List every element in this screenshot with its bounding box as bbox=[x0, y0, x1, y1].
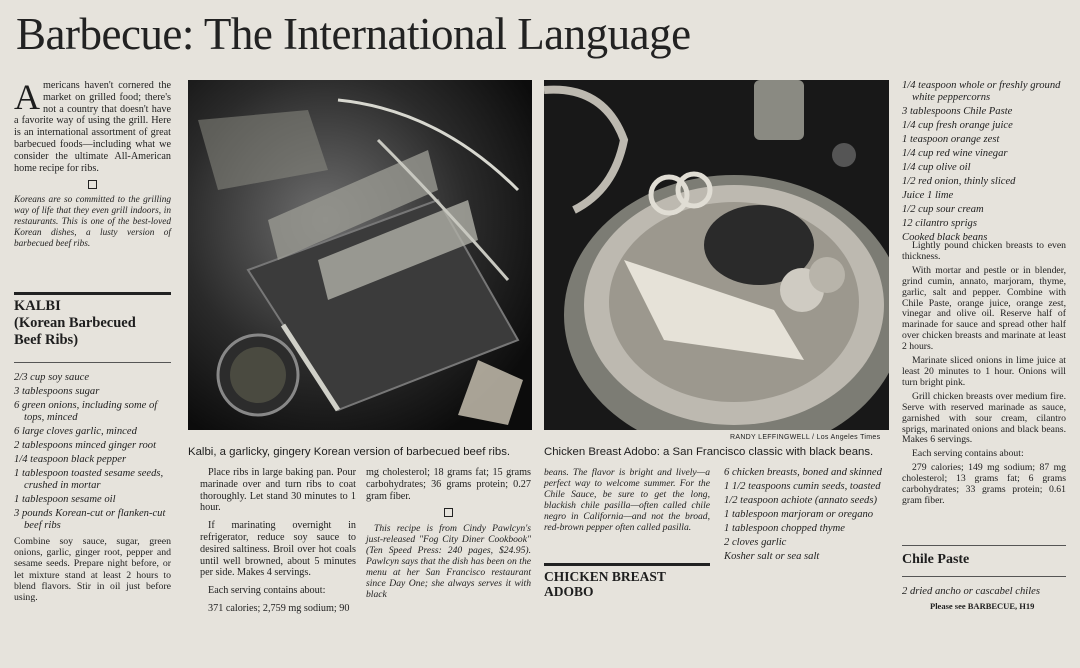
kalbi-step1: Combine soy sauce, sugar, green onions, garlic, ginger root, pepper and sesame seeds. Prepare night before, or let mixture stand at least 2 hours to blend flavors. Stir in oil just before using. bbox=[14, 536, 171, 604]
ingredient-item: 1/2 teaspoon achiote (annato seeds) bbox=[724, 495, 877, 506]
ingredient-item: 1 tablespoon marjoram or oregano bbox=[724, 509, 874, 520]
photo-credit: RANDY LEFFINGWELL / Los Angeles Times bbox=[730, 434, 881, 441]
ingredient-item: Kosher salt or sea salt bbox=[724, 551, 820, 562]
section-rule bbox=[14, 292, 171, 295]
title-rule bbox=[902, 576, 1066, 577]
ingredient-item: 3 tablespoons sugar bbox=[14, 386, 100, 397]
ingredient-item: 1/4 cup red wine vinegar bbox=[902, 148, 1008, 159]
title-rule bbox=[14, 362, 171, 363]
ingredient-item: 1/2 red onion, thinly sliced bbox=[902, 176, 1016, 187]
adobo-photo bbox=[544, 80, 889, 430]
drop-cap: A bbox=[14, 77, 40, 117]
intro-italic: Koreans are so committed to the grilling way of life that they even grill indoors, in restaurants. This is one of the best-loved Korean dishes, a lusty version of barbecued beef ribs. bbox=[14, 195, 171, 249]
adobo-directions: Lightly pound chicken breasts to even thickness. With mortar and pestle or in blender, grind cumin, annato, marjoram, thyme, garlic, salt and pepper. Combine with Chile Paste, orange juice, orange zest, vinegar and olive oil. Reserve half of marinade for sauce and spread other half over chicken breasts and marinate at least 2 hours. Marinate sliced onions in lime juice at least 20 minutes to 1 hour. Onions will turn bright pink. Grill chicken breasts over medium fire. Serve with reserved marinade as sauce, garnished with sour cream, cilantro sprigs, marinated onions and black beans. Makes 6 servings. Each serving contains about: 279 calories; 149 mg sodium; 87 mg cholesterol; 13 grams fat; 6 grams carbohydrates; 33 grams protein; 0.61 gram fiber. bbox=[902, 240, 1066, 506]
ingredient-item: 6 large cloves garlic, minced bbox=[14, 426, 137, 437]
ingredient-item: Juice 1 lime bbox=[902, 190, 954, 201]
ingredient-item: 1/4 cup olive oil bbox=[902, 162, 971, 173]
ingredient-item: 1/4 teaspoon black pepper bbox=[14, 454, 127, 465]
chile-paste-ingredients: 2 dried ancho or cascabel chiles bbox=[902, 586, 1040, 597]
ingredient-item: 12 cilantro sprigs bbox=[902, 218, 977, 229]
adobo-intro-credit: This recipe is from Cindy Pawlcyn's just-released "Fog City Diner Cookbook" (Ten Speed Press: 240 pages, $24.95). Pawlcyn says that the dish has been on the menu at her San Francisco restaurant since Day One; she always serves it with black bbox=[366, 523, 531, 601]
ingredient-item: 1 teaspoon orange zest bbox=[902, 134, 1000, 145]
ingredient-item: 1/2 cup sour cream bbox=[902, 204, 984, 215]
ingredient-item: 2 tablespoons minced ginger root bbox=[14, 440, 157, 451]
ingredient-item: Cooked black beans bbox=[902, 232, 988, 243]
kalbi-directions: Place ribs in large baking pan. Pour marinade over and turn ribs to coat thoroughly. Let stand 30 minutes to 1 hour. If marinating overnight in refrigerator, reduce soy sauce to desired saltiness. Broil over hot coals until well browned, about 5 minutes per side. Makes 4 servings. Each serving contains about: 371 calories; 2,759 mg sodium; 90 bbox=[200, 467, 356, 614]
ingredient-item: 1 1/2 teaspoons cumin seeds, toasted bbox=[724, 481, 881, 492]
chile-paste-title: Chile Paste bbox=[902, 552, 970, 567]
jump-line: Please see BARBECUE, H19 bbox=[930, 601, 1035, 611]
kalbi-nutrition: mg cholesterol; 18 grams fat; 15 grams carbohydrates; 36 grams protein; 0.27 gram fiber. This recipe is from Cindy Pawlcyn's just-released "Fog City Diner Cookbook" (Ten Speed Press: 240 pages, $24.95). Pawlcyn says that the dish has been on the menu at her San Francisco restaurant since Day One; she always serves it with black bbox=[366, 467, 531, 601]
ingredient-item: 2 cloves garlic bbox=[724, 537, 787, 548]
kalbi-ingredients bbox=[14, 372, 171, 534]
ingredient-item: 1 tablespoon sesame oil bbox=[14, 494, 116, 505]
ingredient-item: 3 tablespoons Chile Paste bbox=[902, 106, 1013, 117]
ingredient-item: 6 green onions, including some of tops, minced bbox=[14, 400, 158, 423]
ingredient-item: 6 chicken breasts, boned and skinned bbox=[724, 467, 882, 478]
adobo-title: CHICKEN BREAST ADOBO bbox=[544, 569, 666, 599]
section-box-icon bbox=[88, 180, 97, 189]
section-box-icon bbox=[444, 508, 453, 517]
adobo-ingredients-a bbox=[724, 467, 886, 565]
intro-column bbox=[14, 77, 171, 255]
kalbi-caption: Kalbi, a garlicky, gingery Korean version of barbecued beef ribs. bbox=[188, 446, 511, 458]
adobo-ingredients-b bbox=[902, 80, 1066, 246]
ingredient-item: 1 tablespoon toasted sesame seeds, crushed in mortar bbox=[14, 468, 164, 491]
ingredient-item: 3 pounds Korean-cut or flanken-cut beef ribs bbox=[14, 508, 166, 531]
adobo-intro-continued: beans. The flavor is bright and lively—a perfect way to welcome summer. For the Chile Sauce, be sure to get the long, blackish chile pasilla—often called chile negro in California—and not the broad, red-brown pepper often called pasilla. bbox=[544, 467, 710, 533]
ingredient-item: 1 tablespoon chopped thyme bbox=[724, 523, 845, 534]
ingredient-item: 1/4 teaspoon whole or freshly ground white peppercorns bbox=[902, 80, 1061, 103]
kalbi-photo bbox=[188, 80, 532, 430]
adobo-caption: Chicken Breast Adobo: a San Francisco classic with black beans. bbox=[544, 446, 874, 458]
intro-paragraph: Americans haven't cornered the market on grilled food; there's not a country that doesn't have a favorite way of using the grill. Here is an international assortment of great barbecued foods—including what we consider the ultimate All-American home recipe for ribs. bbox=[14, 77, 171, 174]
kalbi-title: KALBI (Korean Barbecued Beef Ribs) bbox=[14, 298, 136, 348]
ingredient-item: 2/3 cup soy sauce bbox=[14, 372, 90, 383]
section-rule bbox=[544, 563, 710, 566]
headline: Barbecue: The International Language bbox=[16, 9, 691, 59]
section-rule bbox=[902, 545, 1066, 546]
ingredient-item: 1/4 cup fresh orange juice bbox=[902, 120, 1013, 131]
